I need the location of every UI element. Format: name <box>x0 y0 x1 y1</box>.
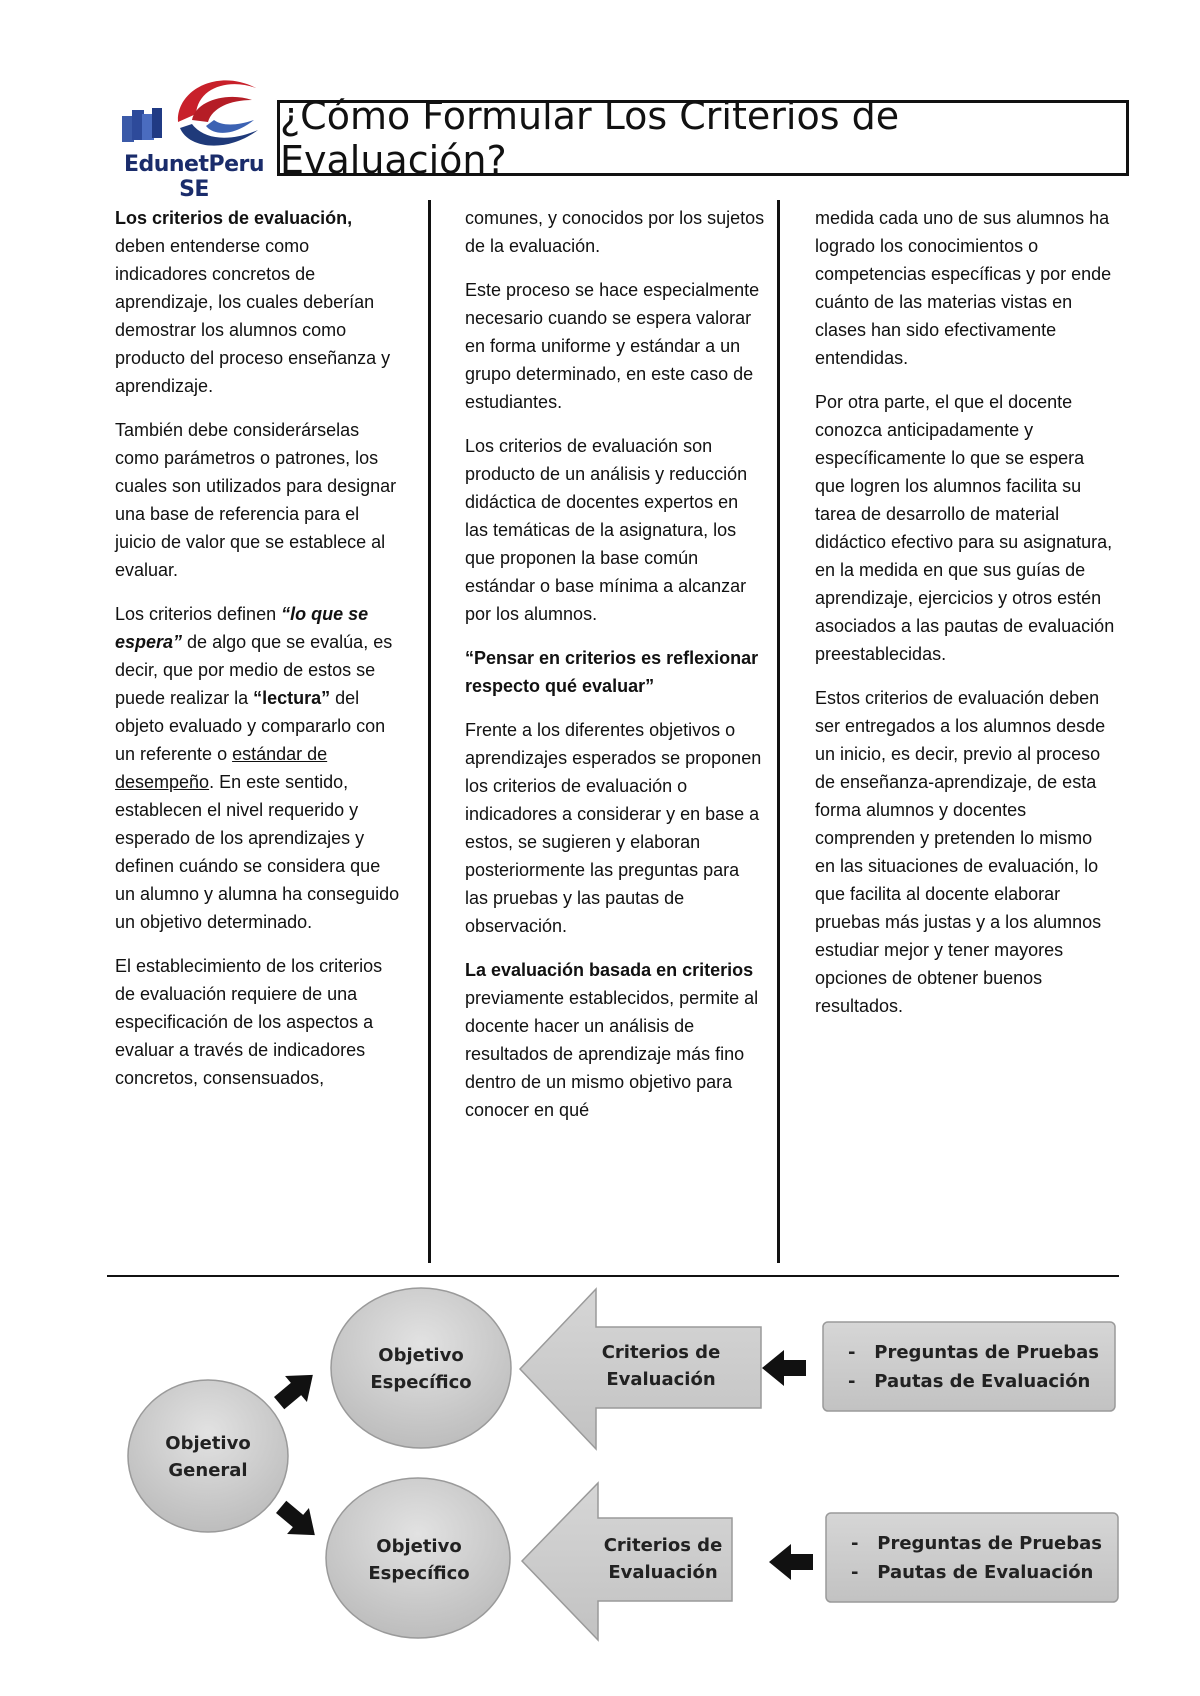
logo-text: EdunetPeru SE <box>123 152 265 202</box>
list-item: - Preguntas de Pruebas <box>851 1529 1102 1558</box>
term-bold: La evaluación basada en criterios <box>465 960 754 980</box>
paragraph <box>465 644 765 700</box>
criteria-label-bottom: Criterios de Evaluación <box>603 1535 723 1583</box>
specific-objective-label-top: Objetivo Específico <box>370 1345 472 1393</box>
paragraph: Los criterios de evaluación son producto de un análisis y reducción didáctica de docentes expertos en las temáticas de la asignatura, los que proponen la base común estándar o base mínima a alcanzar por los alumnos. <box>465 436 748 624</box>
general-objective-label: Objetivo General <box>165 1433 251 1481</box>
arrow-icon-to-general-top <box>268 1362 324 1416</box>
paragraph-text: . En este sentido, establecen el nivel requerido y esperado de los aprendizajes y definen cuándo se considera que un alumno y alumna ha conseguido un objetivo determinado. <box>115 772 400 932</box>
column-divider <box>777 200 780 1263</box>
logo-mark-icon <box>118 70 270 156</box>
paragraph: Este proceso se hace especialmente necesario cuando se espera valorar en forma uniforme y estándar a un grupo determinado, en este caso de estudiantes. <box>465 280 760 412</box>
evaluation-diagram <box>0 1280 1200 1696</box>
arrow-icon-bottom <box>769 1544 813 1580</box>
paragraph: Por otra parte, el que el docente conozca anticipadamente y específicamente lo que se espera que logren los alumnos facilita su tarea de desarrollo de material didáctico efectivo para su asignatura, en la medida en que sus guías de aprendizaje, ejercicios y otros estén asociados a las pautas de evaluación preestablecidas. <box>815 392 1115 664</box>
arrow-icon-to-general-bottom <box>270 1494 326 1548</box>
paragraph <box>465 956 765 1124</box>
text-column-3 <box>815 204 1115 1036</box>
column-divider <box>428 200 431 1263</box>
term-bold: Los criterios de evaluación, <box>115 208 353 228</box>
paragraph-text: de algo que se evalúa, es decir, que por medio de estos se puede realizar la <box>115 632 393 708</box>
paragraph-text: del objeto evaluado y compararlo con un referente o <box>115 688 386 764</box>
paragraph: El establecimiento de los criterios de evaluación requiere de una especificación de los aspectos a evaluar a través de indicadores concretos, consensuados, <box>115 956 383 1088</box>
paragraph: comunes, y conocidos por los sujetos de la evaluación. <box>465 208 765 256</box>
criteria-label-top: Criterios de Evaluación <box>601 1342 721 1390</box>
emphasis: “lo que se espera” <box>115 604 369 652</box>
paragraph-text: deben entenderse como indicadores concretos de aprendizaje, los cuales deberían demostrar los alumnos como producto del proceso enseñanza y aprendizaje. <box>115 236 391 396</box>
paragraph: También debe considerárselas como parámetros o patrones, los cuales son utilizados para designar una base de referencia para el juicio de valor que se establece al evaluar. <box>115 420 397 580</box>
paragraph: Estos criterios de evaluación deben ser entregados a los alumnos desde un inicio, es decir, previo al proceso de enseñanza-aprendizaje, de esta forma alumnos y docentes comprenden y pretenden lo mismo en las situaciones de evaluación, lo que facilita al docente elaborar pruebas más justas y a los alumnos estudiar mejor y tener mayores opciones de obtener buenos resultados. <box>815 688 1106 1016</box>
arrow-icon-top <box>762 1350 806 1386</box>
list-item: - Pautas de Evaluación <box>848 1367 1099 1396</box>
emphasis: “lectura” <box>253 688 331 708</box>
title-box <box>277 94 1129 182</box>
text-column-1 <box>115 204 405 1108</box>
list-item: - Pautas de Evaluación <box>851 1558 1102 1587</box>
horizontal-rule <box>107 1275 1119 1277</box>
paragraph: Frente a los diferentes objetivos o aprendizajes esperados se proponen los criterios de evaluación o indicadores a considerar y en base a estos, se sugieren y elaboran posteriormente las preguntas para las pruebas y las pautas de observación. <box>465 720 762 936</box>
list-item: - Preguntas de Pruebas <box>848 1338 1099 1367</box>
quote-bold: “Pensar en criterios es reflexionar respecto qué evaluar” <box>465 648 759 696</box>
paragraph <box>115 204 405 400</box>
specific-objective-label-bottom: Objetivo Específico <box>368 1536 470 1584</box>
paragraph <box>115 600 405 936</box>
items-list-top <box>848 1338 1099 1396</box>
paragraph-text: Los criterios definen <box>115 604 282 624</box>
paragraph: medida cada uno de sus alumnos ha logrado los conocimientos o competencias específicas y por ende cuánto de las materias vistas en clases han sido efectivamente entendidas. <box>815 208 1112 368</box>
underlined-term: estándar de desempeño <box>115 744 328 792</box>
items-list-bottom <box>851 1529 1102 1587</box>
text-column-2 <box>465 204 765 1140</box>
page-title: ¿Cómo Formular Los Criterios de Evaluación? <box>280 94 900 182</box>
paragraph-text: previamente establecidos, permite al docente hacer un análisis de resultados de aprendizaje más fino dentro de un mismo objetivo para conocer en qué <box>465 988 759 1120</box>
logo <box>118 70 270 202</box>
